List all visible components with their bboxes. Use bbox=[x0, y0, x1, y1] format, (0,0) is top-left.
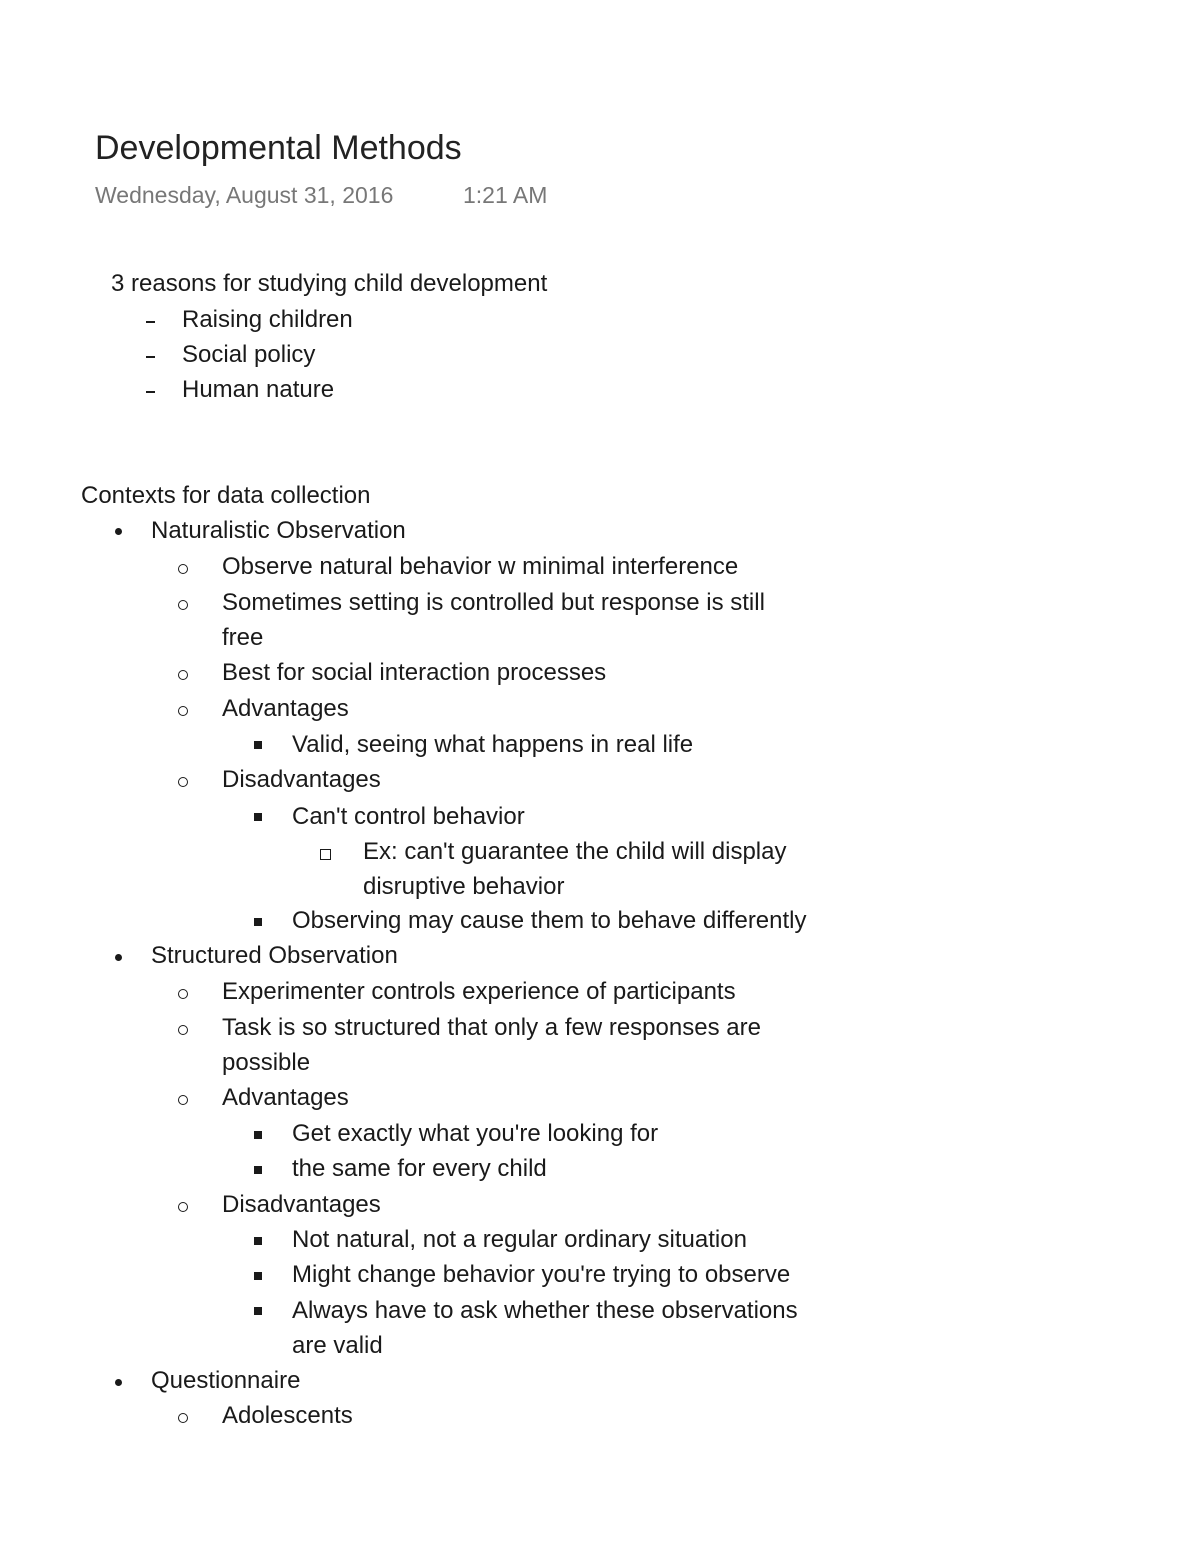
list-item: Get exactly what you're looking for bbox=[292, 1120, 659, 1147]
circle-bullet bbox=[178, 670, 188, 680]
circle-bullet bbox=[178, 989, 188, 999]
hollow-square-bullet bbox=[320, 849, 331, 860]
square-bullet bbox=[254, 1166, 262, 1174]
circle-bullet bbox=[178, 1095, 188, 1105]
list-item: Social policy bbox=[182, 341, 316, 368]
square-bullet bbox=[254, 1272, 262, 1280]
circle-bullet bbox=[178, 1413, 188, 1423]
circle-bullet bbox=[178, 777, 188, 787]
square-bullet bbox=[254, 813, 262, 821]
circle-bullet bbox=[178, 1202, 188, 1212]
square-bullet bbox=[254, 1131, 262, 1139]
list-item: Observing may cause them to behave differently bbox=[292, 907, 807, 934]
list-item: Always have to ask whether these observations bbox=[292, 1297, 798, 1324]
list-item: Experimenter controls experience of participants bbox=[222, 978, 736, 1005]
list-item-structured: Structured Observation bbox=[151, 942, 398, 969]
note-date: Wednesday, August 31, 2016 bbox=[95, 182, 394, 208]
list-item: Adolescents bbox=[222, 1402, 353, 1429]
list-item-disadvantages: Disadvantages bbox=[222, 766, 381, 793]
section-heading-reasons: 3 reasons for studying child development bbox=[111, 270, 548, 297]
list-item: Observe natural behavior w minimal interference bbox=[222, 553, 739, 580]
square-bullet bbox=[254, 1307, 262, 1315]
list-item: Not natural, not a regular ordinary situation bbox=[292, 1226, 747, 1253]
list-item-naturalistic: Naturalistic Observation bbox=[151, 517, 406, 544]
list-item: Best for social interaction processes bbox=[222, 659, 607, 686]
list-item: Valid, seeing what happens in real life bbox=[292, 731, 694, 758]
dash-bullet bbox=[146, 356, 155, 358]
list-item-disadvantages: Disadvantages bbox=[222, 1191, 381, 1218]
list-item: Sometimes setting is controlled but response is still bbox=[222, 589, 765, 616]
circle-bullet bbox=[178, 706, 188, 716]
list-item: Human nature bbox=[182, 376, 335, 403]
dash-bullet bbox=[146, 321, 155, 323]
square-bullet bbox=[254, 741, 262, 749]
list-item-continued: are valid bbox=[292, 1332, 383, 1359]
section-heading-contexts: Contexts for data collection bbox=[81, 482, 371, 509]
list-item: Raising children bbox=[182, 306, 353, 333]
page-title: Developmental Methods bbox=[95, 129, 462, 167]
square-bullet bbox=[254, 1237, 262, 1245]
dash-bullet bbox=[146, 391, 155, 393]
list-item-continued: disruptive behavior bbox=[363, 873, 565, 900]
list-item: Ex: can't guarantee the child will display bbox=[363, 838, 787, 865]
list-item: the same for every child bbox=[292, 1155, 547, 1182]
bullet-dot bbox=[115, 1379, 122, 1386]
note-time: 1:21 AM bbox=[463, 182, 548, 208]
list-item-questionnaire: Questionnaire bbox=[151, 1367, 301, 1394]
list-item: Can't control behavior bbox=[292, 803, 525, 830]
bullet-dot bbox=[115, 528, 122, 535]
list-item-continued: possible bbox=[222, 1049, 311, 1076]
circle-bullet bbox=[178, 564, 188, 574]
list-item: Task is so structured that only a few responses are bbox=[222, 1014, 761, 1041]
bullet-dot bbox=[115, 954, 122, 961]
list-item-advantages: Advantages bbox=[222, 1084, 349, 1111]
list-item: Might change behavior you're trying to observe bbox=[292, 1261, 791, 1288]
list-item-continued: free bbox=[222, 624, 264, 651]
circle-bullet bbox=[178, 1025, 188, 1035]
square-bullet bbox=[254, 918, 262, 926]
list-item-advantages: Advantages bbox=[222, 695, 349, 722]
circle-bullet bbox=[178, 600, 188, 610]
